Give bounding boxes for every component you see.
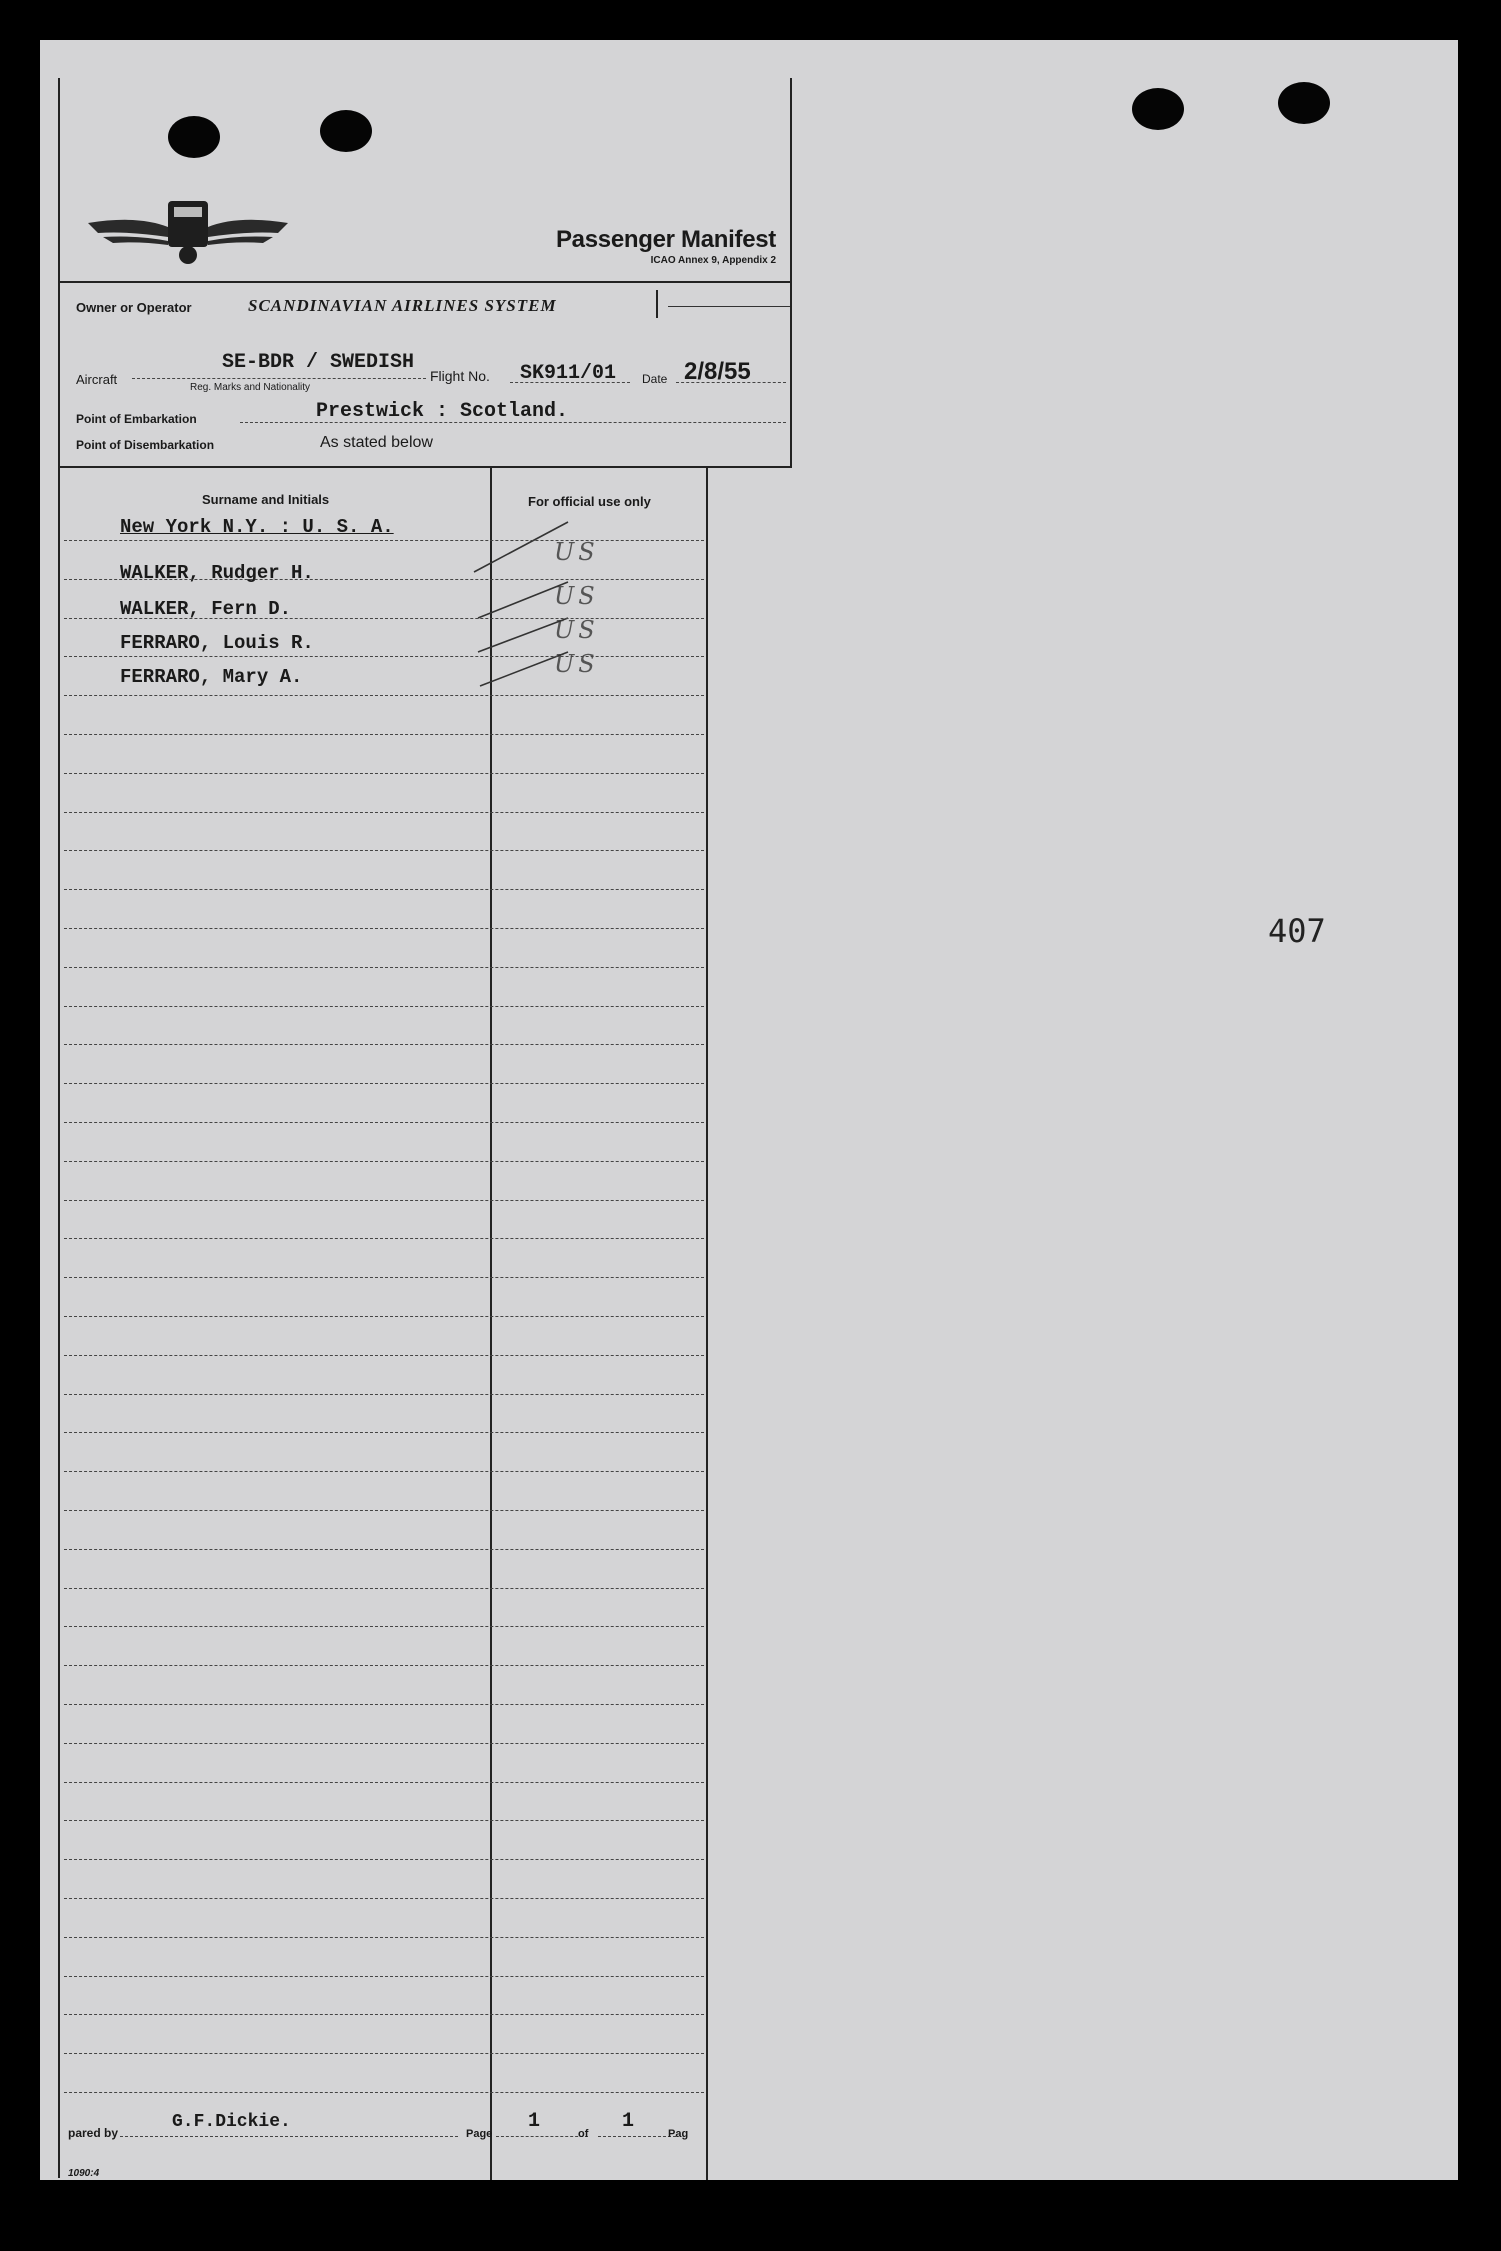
official-mark: US bbox=[554, 582, 599, 610]
ruled-line bbox=[64, 1006, 704, 1007]
prepared-label: pared by bbox=[68, 2126, 119, 2140]
date-label: Date bbox=[642, 372, 668, 386]
owner-tail-line bbox=[668, 306, 790, 307]
page-label: Page bbox=[466, 2128, 493, 2140]
official-mark: US bbox=[554, 616, 599, 644]
prepared-value: G.F.Dickie. bbox=[172, 2112, 291, 2132]
official-mark: US bbox=[554, 538, 599, 566]
flight-label: Flight No. bbox=[430, 368, 490, 384]
disembark-value: As stated below bbox=[320, 434, 433, 451]
passenger-name: FERRARO, Louis R. bbox=[120, 632, 314, 654]
ruled-line bbox=[64, 773, 704, 774]
embark-value: Prestwick : Scotland. bbox=[316, 400, 569, 423]
ruled-line bbox=[64, 1316, 704, 1317]
aircraft-line bbox=[132, 378, 426, 379]
ruled-line bbox=[64, 695, 704, 696]
ruled-line bbox=[64, 579, 704, 580]
column-divider bbox=[490, 468, 492, 2180]
passenger-name: FERRARO, Mary A. bbox=[120, 666, 303, 688]
ruled-line bbox=[64, 889, 704, 890]
ruled-line bbox=[64, 1510, 704, 1511]
ruled-line bbox=[64, 2053, 704, 2054]
embark-label: Point of Embarkation bbox=[76, 412, 197, 426]
ruled-line bbox=[64, 2092, 704, 2093]
ruled-line bbox=[64, 928, 704, 929]
col-name-header: Surname and Initials bbox=[202, 492, 330, 507]
ruled-line bbox=[64, 1782, 704, 1783]
passenger-manifest-form bbox=[58, 78, 792, 2178]
ruled-line bbox=[64, 1083, 704, 1084]
owner-value: SCANDINAVIAN AIRLINES SYSTEM bbox=[248, 296, 557, 315]
form-number: 1090:4 bbox=[68, 2168, 100, 2179]
passenger-name: WALKER, Rudger H. bbox=[120, 562, 314, 584]
ruled-line bbox=[64, 1859, 704, 1860]
manifest-title bbox=[556, 226, 776, 266]
header-bottom-border bbox=[58, 466, 792, 468]
ruled-line bbox=[64, 1704, 704, 1705]
ruled-line bbox=[64, 1588, 704, 1589]
ruled-line bbox=[64, 1355, 704, 1356]
form-right-border bbox=[706, 468, 708, 2180]
disembark-label: Point of Disembarkation bbox=[76, 438, 215, 452]
page-value: 1 bbox=[528, 2110, 541, 2133]
ruled-line bbox=[64, 1937, 704, 1938]
title-divider bbox=[58, 281, 792, 283]
ruled-line bbox=[64, 1238, 704, 1239]
ruled-line bbox=[64, 734, 704, 735]
flight-line bbox=[510, 382, 630, 383]
ruled-line bbox=[64, 1976, 704, 1977]
ruled-line bbox=[64, 2014, 704, 2015]
owner-separator bbox=[656, 290, 658, 318]
owner-label: Owner or Operator bbox=[76, 300, 192, 315]
of-label: of bbox=[578, 2128, 589, 2140]
prepared-line bbox=[120, 2136, 458, 2137]
page-stamp-number: 407 bbox=[1268, 912, 1326, 950]
ruled-line bbox=[64, 1394, 704, 1395]
of-line bbox=[598, 2136, 676, 2137]
ruled-line bbox=[64, 540, 704, 541]
ruled-line bbox=[64, 1626, 704, 1627]
sas-wings-logo-icon bbox=[88, 193, 288, 273]
form-left-border bbox=[58, 78, 60, 2178]
passenger-name: WALKER, Fern D. bbox=[120, 598, 292, 620]
ruled-line bbox=[64, 1161, 704, 1162]
embark-line bbox=[240, 422, 786, 423]
ruled-line bbox=[64, 1743, 704, 1744]
col-official-header: For official use only bbox=[528, 494, 651, 509]
aircraft-label: Aircraft bbox=[76, 372, 118, 387]
ruled-line bbox=[64, 1200, 704, 1201]
ruled-line bbox=[64, 850, 704, 851]
subtitle-text: ICAO Annex 9, Appendix 2 bbox=[650, 255, 776, 266]
reg-note: Reg. Marks and Nationality bbox=[190, 382, 311, 393]
page-line bbox=[496, 2136, 588, 2137]
aircraft-value: SE-BDR / SWEDISH bbox=[222, 351, 415, 374]
flight-value: SK911/01 bbox=[520, 362, 617, 385]
ruled-line bbox=[64, 1122, 704, 1123]
ruled-line bbox=[64, 656, 704, 657]
ruled-line bbox=[64, 1665, 704, 1666]
date-line bbox=[676, 382, 786, 383]
ruled-line bbox=[64, 1044, 704, 1045]
ruled-line bbox=[64, 618, 704, 619]
ruled-line bbox=[64, 812, 704, 813]
pag-label: Pag bbox=[668, 2128, 689, 2140]
title-text: Passenger Manifest bbox=[555, 226, 776, 253]
official-mark: US bbox=[554, 650, 599, 678]
ruled-line bbox=[64, 967, 704, 968]
punch-hole bbox=[1132, 88, 1184, 130]
ruled-line bbox=[64, 1898, 704, 1899]
punch-hole bbox=[1278, 82, 1330, 124]
handwritten-check-strokes bbox=[468, 518, 668, 698]
of-value: 1 bbox=[622, 2110, 635, 2133]
ruled-line bbox=[64, 1820, 704, 1821]
ruled-line bbox=[64, 1471, 704, 1472]
ruled-line bbox=[64, 1549, 704, 1550]
destination-heading: New York N.Y. : U. S. A. bbox=[120, 516, 394, 538]
form-top-right-border bbox=[790, 78, 792, 468]
date-value: 2/8/55 bbox=[684, 358, 751, 385]
ruled-line bbox=[64, 1432, 704, 1433]
ruled-line bbox=[64, 1277, 704, 1278]
